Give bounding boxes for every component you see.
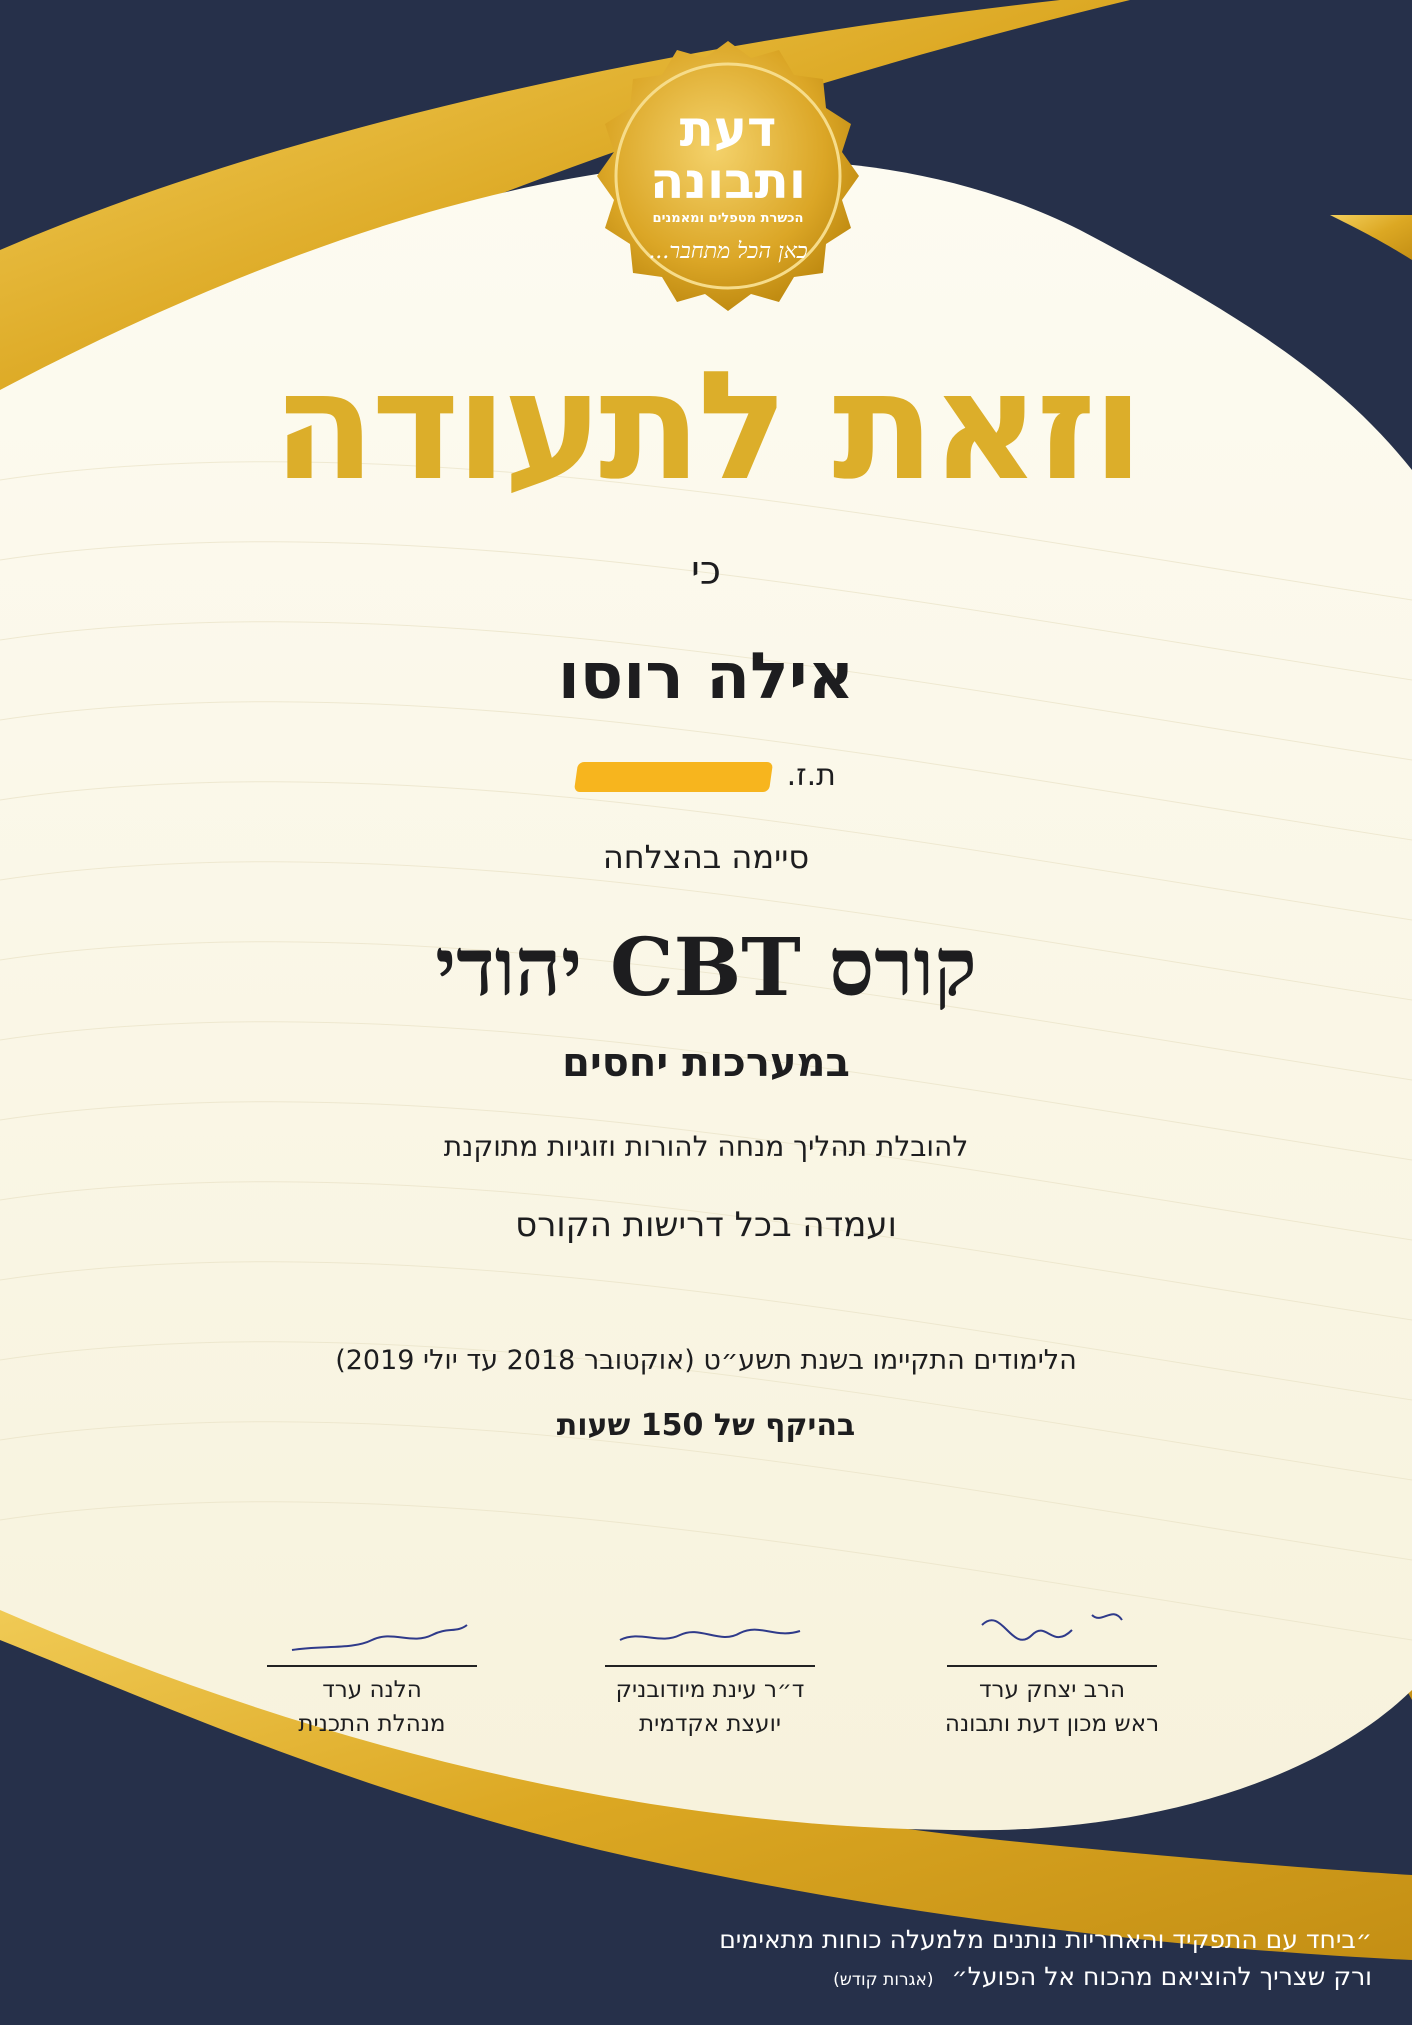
requirements-text: ועמדה בכל דרישות הקורס [515, 1205, 897, 1245]
footer-quote [719, 1925, 1372, 1991]
course-name: קורס CBT יהודי [435, 920, 977, 1014]
signer-name: הלנה ערד [322, 1677, 422, 1703]
signature-block-3 [262, 1595, 482, 1737]
course-subtitle: במערכות יחסים [562, 1040, 850, 1086]
signature-scribble [942, 1595, 1162, 1665]
signature-block-1 [942, 1595, 1162, 1737]
ki-word: כי [690, 548, 722, 594]
id-label: ת.ז. [786, 758, 836, 793]
signature-line [605, 1665, 815, 1667]
signature-scribble [262, 1595, 482, 1665]
logo-line2: ותבונה [650, 152, 806, 210]
signer-role: מנהלת התכנית [298, 1711, 446, 1737]
signer-role: ראש מכון דעת ותבונה [944, 1711, 1160, 1737]
logo-slogan: כאן הכל מתחבר... [648, 239, 808, 264]
logo-seal [583, 36, 873, 326]
quote-line-2 [719, 1962, 1372, 1991]
study-dates: הלימודים התקיימו בשנת תשע״ט (אוקטובר 2018 עד יולי 2019) [335, 1345, 1077, 1376]
redacted-id-mark [574, 762, 773, 792]
signer-name: ד״ר עינת מיודובניק [615, 1677, 805, 1703]
logo-tagline: הכשרת מטפלים ומאמנים [652, 211, 804, 226]
id-row [0, 758, 1412, 793]
course-purpose: להובלת תהליך מנחה להורות וזוגיות מתוקנת [443, 1130, 969, 1163]
study-hours: בהיקף של 150 שעות [556, 1408, 856, 1443]
signature-line [267, 1665, 477, 1667]
logo-line1: דעת [679, 100, 777, 158]
quote-line-1: ״ביחד עם התפקיד והאחריות נותנים מלמעלה כוחות מתאימים [719, 1925, 1372, 1954]
signature-line [947, 1665, 1157, 1667]
signature-block-2 [600, 1595, 820, 1737]
certificate-title: וזאת לתעודה [272, 340, 1140, 514]
signer-name: הרב יצחק ערד [979, 1677, 1125, 1703]
quote-source: (אגרות קודש) [833, 1970, 934, 1990]
recipient-name: אילה רוסו [557, 640, 855, 714]
quote-line-2-text: ורק שצריך להוציאם מהכוח אל הפועל״ [951, 1962, 1372, 1991]
completed-text: סיימה בהצלחה [602, 838, 810, 876]
signer-role: יועצת אקדמית [638, 1711, 781, 1737]
signature-scribble [600, 1595, 820, 1665]
